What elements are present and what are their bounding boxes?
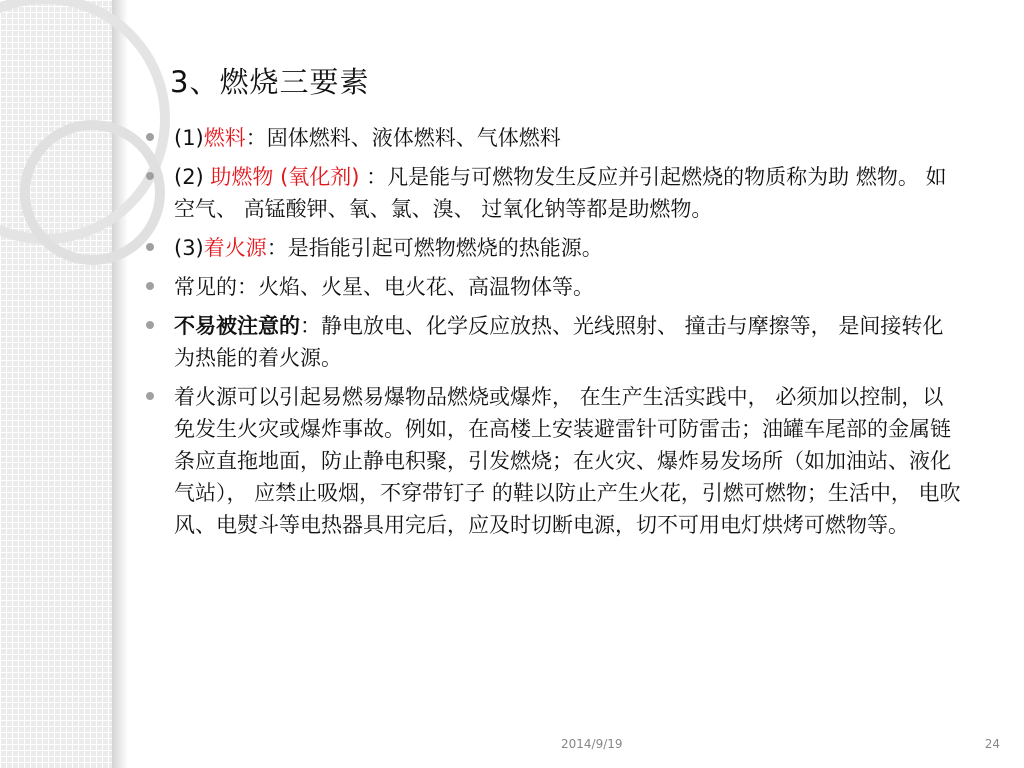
bullet-body: 着火源可以引起易燃易爆物品燃烧或爆炸， 在生产生活实践中， 必须加以控制，以免发生火灾或爆炸事故。例如，在高楼上安装避雷针可防雷击；油罐车尾部的金属链条应直拖地面，防止静电积聚，引发燃烧；在火灾、爆炸易发场所（如加油站、液化气站）， 应禁止吸烟，不穿带钉子 的鞋以防止产生火花，引燃可燃物；生活中， 电吹风、电熨斗等电热器具用完后，应及时切断电源，切不可用电灯烘烤可燃物等。 (174, 385, 961, 537)
bullet-body: ：静电放电、化学反应放热、光线照射、 撞击与摩擦等， 是间接转化为热能的着火源。 (174, 314, 944, 370)
bullet-item-fuel (146, 122, 962, 154)
bullet-dot-icon (146, 282, 154, 290)
slide-title: 3、燃烧三要素 (170, 65, 370, 99)
footer-date: 2014/9/19 (561, 737, 623, 751)
bullet-body: ：是指能引起可燃物燃烧的热能源。 (266, 236, 603, 260)
bullet-text (174, 165, 947, 221)
bullet-text (174, 314, 943, 370)
bullet-dot-icon (146, 243, 154, 251)
bullet-item-hidden-sources (146, 310, 962, 374)
label-term: 助燃物 (氧化剂) (210, 165, 360, 189)
bullet-item-common-sources (146, 271, 962, 303)
bullet-text (174, 236, 603, 260)
slide-body (146, 122, 962, 548)
bullet-dot-icon (146, 392, 154, 400)
bullet-item-oxidizer (146, 161, 962, 225)
label-number: (1) (174, 126, 204, 150)
bullet-body: 常见的：火焰、火星、电火花、高温物体等。 (174, 275, 594, 299)
label-term: 燃料 (203, 126, 246, 150)
label-term: 不易被注意的 (174, 314, 300, 338)
bullet-item-prevention (146, 381, 962, 541)
page-number: 24 (984, 737, 1000, 751)
bullet-dot-icon (146, 321, 154, 329)
bullet-body: ：固体燃料、液体燃料、气体燃料 (245, 126, 561, 150)
bullet-dot-icon (146, 133, 154, 141)
decorative-ring-small (20, 120, 165, 265)
bullet-dot-icon (146, 172, 154, 180)
bullet-item-ignition (146, 232, 962, 264)
label-term: 着火源 (203, 236, 267, 260)
label-number: (2) (174, 165, 211, 189)
label-number: (3) (174, 236, 204, 260)
bullet-body: ：凡是能与可燃物发生反应并引起燃烧的物质称为助 燃物。 如空气、 高锰酸钾、氧、氯、溴、 过氧化钠等都是助燃物。 (174, 165, 947, 221)
bullet-text (174, 126, 561, 150)
